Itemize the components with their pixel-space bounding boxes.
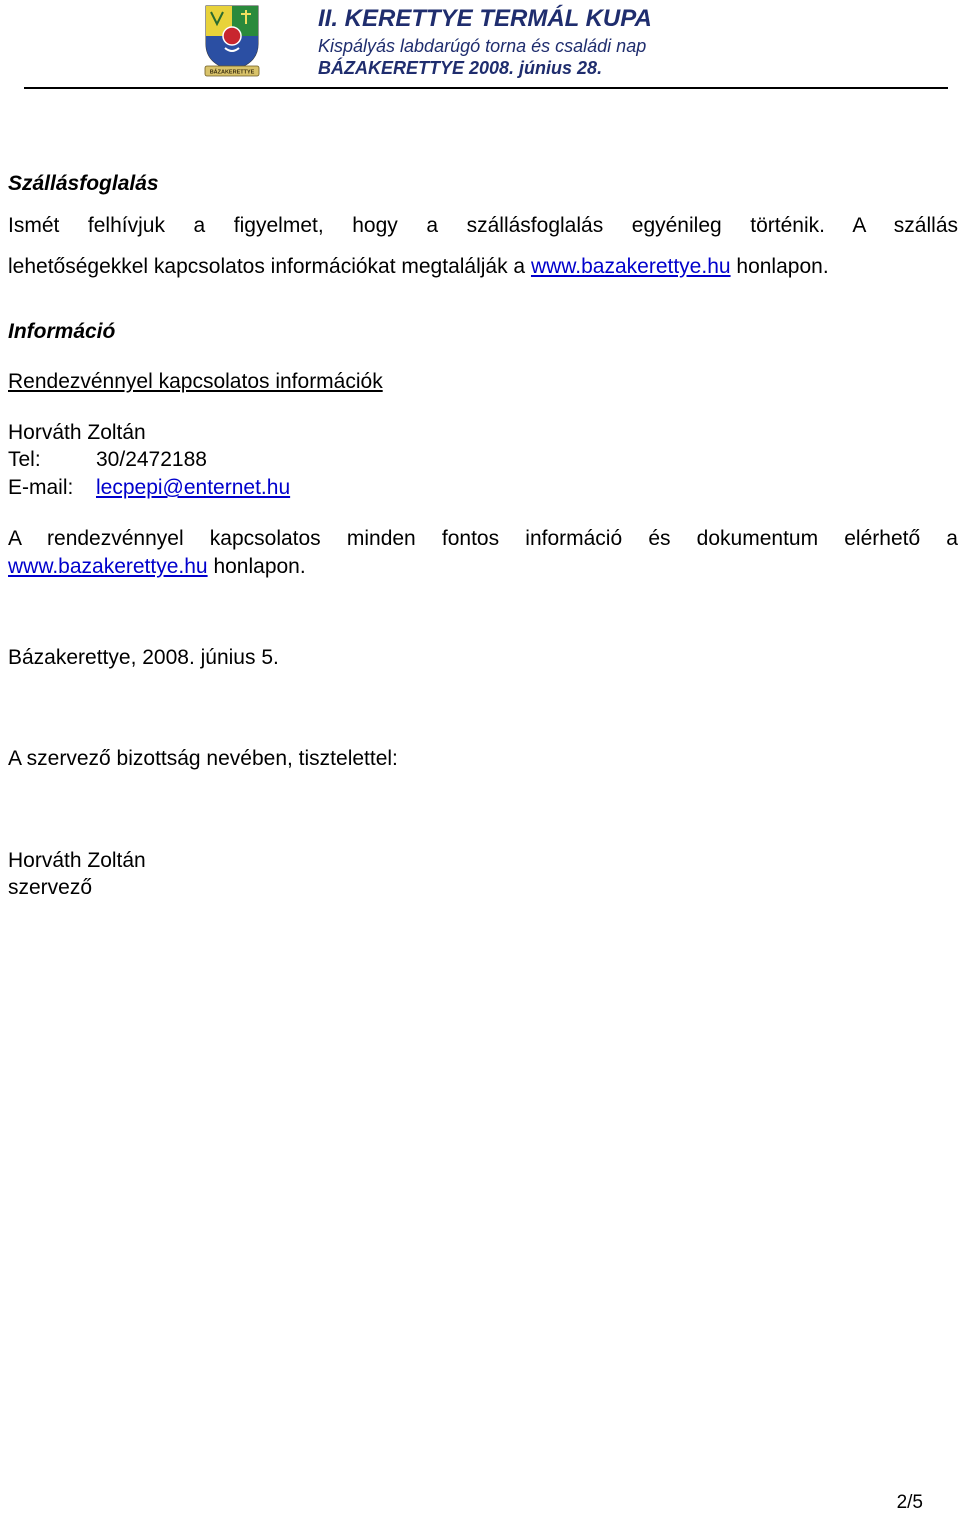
accommodation-text-end: honlapon. [730, 255, 829, 278]
event-date: BÁZAKERETTYE 2008. június 28. [318, 58, 603, 78]
accommodation-line-1: Ismét felhívjuk a figyelmet, hogy a szállásfoglalás egyénileg történik. A szállás [8, 214, 958, 237]
signer-role: szervező [8, 876, 93, 899]
information-heading: Információ [8, 320, 116, 343]
accommodation-line-2 [8, 255, 829, 279]
closing-greeting: A szervező bizottság nevében, tisztelettel: [8, 747, 398, 770]
accommodation-heading: Szállásfoglalás [8, 172, 159, 195]
email-link[interactable]: lecpepi@enternet.hu [96, 476, 291, 499]
signer-name: Horváth Zoltán [8, 849, 146, 872]
information-subheading: Rendezvénnyel kapcsolatos információk [8, 370, 383, 393]
contact-email [8, 476, 290, 500]
phone-label: Tel: [8, 448, 41, 471]
header-divider [24, 87, 948, 89]
phone-value: 30/2472188 [96, 448, 207, 471]
event-title: II. KERETTYE TERMÁL KUPA [318, 5, 652, 32]
website-link-2[interactable]: www.bazakerettye.hu [8, 555, 208, 578]
coat-of-arms-logo [203, 4, 261, 78]
info-note-line-1: A rendezvénnyel kapcsolatos minden fontos információ és dokumentum elérhető a [8, 527, 958, 550]
email-label: E-mail: [8, 476, 74, 499]
page-number: 2/5 [896, 1492, 923, 1513]
website-link[interactable]: www.bazakerettye.hu [530, 255, 731, 278]
place-date: Bázakerettye, 2008. június 5. [8, 646, 279, 669]
event-subtitle: Kispályás labdarúgó torna és családi nap [318, 36, 647, 56]
accommodation-text: lehetőségekkel kapcsolatos információkat megtalálják a [8, 255, 531, 278]
contact-phone [8, 448, 207, 472]
info-note-line-2 [8, 555, 306, 579]
crest-ribbon-text: BÁZAKERETTYE [209, 69, 255, 76]
contact-name: Horváth Zoltán [8, 421, 146, 444]
info-note-end: honlapon. [207, 555, 306, 578]
